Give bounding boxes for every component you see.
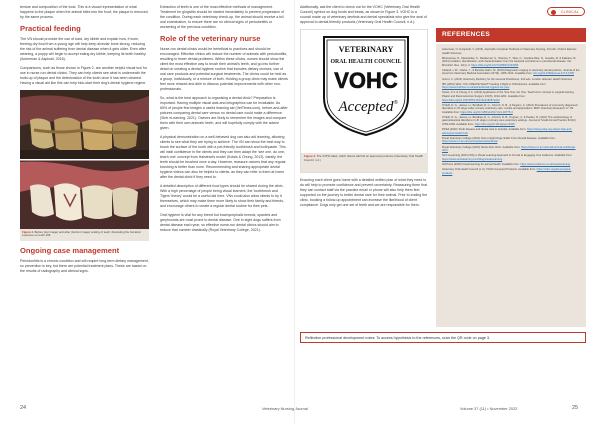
- reference-item: [442, 168, 580, 175]
- vohc-logo-line1: VETERINARY: [338, 45, 394, 54]
- reference-link[interactable]: https://doi.org/10.1111/jsap.13405: [474, 123, 515, 126]
- figure-3: [300, 29, 428, 173]
- reference-link[interactable]: https://www.thebhss.co.uk/article/dental-hygiene-for-pets: [442, 86, 510, 90]
- role-heading: Role of the veterinary nurse: [160, 34, 261, 43]
- reference-item: [442, 146, 580, 153]
- references-panel: [436, 44, 586, 327]
- reference-item: [442, 128, 580, 135]
- col3-paragraph-1: Additionally, ask the client to check out for the VOHC (Veterinary Oral Health Council) symbol on dog foods and treats, as shown in Figure 3. VOHC is a council made up of veterinary dentists and dental specialists who give the seal of approval to dental-friendly products (Veterinary Oral Health Council, n.d.).: [300, 5, 427, 24]
- reference-item: [442, 154, 580, 161]
- reference-link[interactable]: doi.org/10.2460/javma.247.9.1005: [533, 72, 575, 76]
- column-2: [160, 5, 288, 237]
- col2-paragraph-6: Oral hygiene is vital for any breed but brachycephalic breeds, spaniels and greyhounds are most prone to dental disease. One in eight dogs suffers from dental disease each year, so effective nurse-run dental clinics should aim to reduce that number drastically (Royal Veterinary College, 2021).: [160, 213, 281, 232]
- practical-paragraph-1: The VN should promote the use of hard, dry kibble and explain how, if worn, feeding dry food from a young age will help keep alveolar bone strong, reducing the risk of the animal suffering from dental disease when it gets older. Even after weaning, a puppy will begin to accept eating dry kibble, keeping its teeth healthy (Ackerman & Aspinall, 2016).: [20, 37, 146, 61]
- reference-link[interactable]: https://www.sinhelearning.com/blog/visual-learning: [442, 157, 503, 161]
- teeth-photo-illustration: [20, 90, 149, 241]
- ongoing-heading: Ongoing case management: [20, 246, 120, 255]
- reference-item: [442, 104, 580, 115]
- reference-item: [442, 137, 580, 144]
- reference-text: Sinh eLearning (2021) Why a Visual Learning Approach is Crucial to Engaging Your Audience. Available from:: [442, 154, 573, 158]
- reference-link[interactable]: https://www.rvc.ac.uk/small-animal-vet/dental-clinic: [442, 145, 576, 153]
- figure-3-caption: [301, 153, 428, 172]
- right-page-number: 25: [572, 405, 578, 411]
- col3-paragraph-2: Ensuring each client goes home with a detailed written plan of what they need to do will help to promote confidence and prevent uncertainty. Reassuring them that they can contact staff via the practice email or phone will also help them feel supported on the journey to better dental care for their animal. Prior to ending the clinic, booking a follow-up appointment can increase the likelihood of client compliance. Dogs only get one set of teeth and we are responsible for them.: [300, 178, 428, 207]
- reference-text: Gorrel, C. (2013) Veterinary Dentistry for the General Practitioner, 2nd edn. London: Elsevier Health Sciences: [442, 77, 573, 81]
- page-gutter: [294, 0, 295, 424]
- practical-feeding-heading: Practical feeding: [20, 24, 81, 33]
- practical-paragraph-2: Comparisons, such as those shown in Figure 2, are another helpful visual tool for use in nurse-run dental clinics. They can help clients see what is underneath the build-up of plaque and the deterioration of the tooth once it has been cleaned. Having a visual aid like this can help kick-start their dog's dental hygiene regime.: [20, 66, 148, 85]
- reference-text: Royal Veterinary College (2021) Nurse-Run Clinic. Available from:: [442, 145, 521, 149]
- reference-item: [442, 83, 580, 90]
- left-page-number: 24: [20, 405, 26, 411]
- vohc-logo-line2: ORAL HEALTH COUNCIL: [330, 59, 402, 65]
- reference-item: [442, 116, 580, 127]
- reference-link[interactable]: https://doi.org/10.1097/PRS.0b013e318287a0b3: [442, 98, 500, 102]
- reference-item: [442, 69, 580, 76]
- intro-paragraph: texture and composition of the food. This is a visual representation of what happens to the plaque when the animal bites into the food; the plaque is removed by the same process.: [20, 5, 148, 19]
- reference-text: Cleland, L.W., Clarke, Y., & Bereiter-Hahn, M. (2016) Diagnostic imaging in veterinary dental practice. Journal of the American Veterinary Medical Association 247(9), 1005-1014. Available from:: [442, 68, 580, 76]
- reference-text: Royal Veterinary College (2021) One in Eight Dogs Suffer From Dental Disease. Available from:: [442, 136, 556, 140]
- reference-link[interactable]: https://vohc.org/all-accepted-products: [442, 168, 572, 175]
- figure-3-label: Figure 3.: [304, 154, 316, 158]
- reference-text: IBV (2016) WILL YOU CREATE WHAT? Getting It Right in Orthodontics. Available from:: [442, 82, 547, 86]
- reference-item: [442, 78, 580, 82]
- reference-item: [442, 91, 580, 102]
- figure-2-caption: [20, 229, 149, 241]
- section-tag: [547, 7, 585, 16]
- reference-item: [442, 163, 580, 167]
- reference-item: [442, 48, 580, 55]
- reference-text: Kotsis, S.V. & Chung, K.C. (2013) Application of the 'See One, Do One, Teach One' concept in surgical training. Plastic and Reconstructive Surgery 131(5), 1194-1201. Available from:: [442, 91, 575, 98]
- reference-link[interactable]: https://www.rvc.ac.uk/vetcompass/news/dental: [442, 140, 498, 144]
- col2-paragraph-3: So, what is the best approach to organising a dental clinic? Preparation is important. Having multiple visual aids and infographics can be invaluable. As 65% of people find images a useful learning aid (VetTimes.com), before-and-after pictures comparing dental care versus no dental care could make a difference (Sinh eLearning, 2021). Owners are likely to remember the images and compare them with their own animals' teeth, and will hopefully comply with the advice given.: [160, 96, 288, 130]
- reference-link[interactable]: https://doi.org/10.1186/s12917-021-02775-3: [460, 110, 513, 114]
- vohc-logo-acronym: VOHC: [334, 68, 398, 93]
- col2-paragraph-1: Extraction of teeth is one of the most effective methods of management. Treatment for gingivitis should be started immediately to prevent progression of the condition. During each veterinary check-up, the animal should receive a full oral examination, to ensure there are no clinical signs of periodontitis or worsening of the previous condition.: [160, 5, 285, 29]
- vohc-logo: [323, 36, 409, 136]
- reference-link[interactable]: https://www.vettimes.co.uk/visual-learning: [520, 162, 571, 166]
- reference-text: Ackerman, N. & Aspinall, V. (2016). Aspinall's Complete Textbook of Veterinary Nursing, 3rd edn. Oxford: Elsevier Health Sciences: [442, 48, 577, 55]
- section-dot-icon: [551, 10, 556, 15]
- column-3: [300, 5, 428, 212]
- col2-paragraph-5: A detailed description of different food types should be shared during the clinic. With a high percentage of people being visual learners, the 'toothbrush and Tigers' theory' would be a useful aid here. VNs could also allow clients to try it themselves, which may make them more likely to show their family and friends, and encourage others to create a regular dental routine for their pets.: [160, 184, 284, 208]
- col2-paragraph-4: A physical demonstration on a well-behaved dog can also aid learning, allowing clients to see what they are trying to achieve. The VN can show the best way to brush the surface of the tooth with a pet-friendly toothbrush and toothpaste. This will instil confidence in the clients and they can then adapt the 'see one, do one, teach one' concept from Halstead's model (Kotsis & Chung, 2013). Ideally, the teeth should be brushed once a day. However, reassure owners that any regular brushing is better than none. Recommending and sharing appropriate dental hygiene videos can also be helpful to clients, as they can refer to them at home after the dental clinic if they need to.: [160, 135, 286, 179]
- ongoing-paragraph: Periodontitis is a chronic condition and will require long-term dietary management, so prevention is key, but there are potential treatment plans. These are based on the results of radiography and clinical signs.: [20, 259, 149, 273]
- reference-text: Bhanupriya, D., Maneshkar, S., Ravikumar, S., Sharma, T., Dias, C., Guedes-Reis, N., Guedes, R. & Fakkara, M. (2021) Isolation, identification, and characterisation from the bacterial microbiome in periodontal disease. Vet. Microbiol. Res. 12(1), 3.: [442, 56, 577, 67]
- vohc-logo-word: Accepted: [338, 99, 394, 115]
- figure-2-photo: [20, 90, 149, 241]
- reference-text: O'Neill, D. G., James, H., Brodbelt, D. C., Church, D. B., Pegram, C. & Packer, R. (2021) The epidemiology of gastrointestinal disorders in UK dogs in primary-care veterinary settings. Journal of Small Animal Practice 62(12), 1059-1069. Available from:: [442, 115, 577, 126]
- reference-link[interactable]: https://doi.org/10.2147/VMRR.S324356: [471, 63, 519, 67]
- reference-text: O'Neill, D. G., James, H., Brodbelt, D. C., Church, D. B., & Pegram, C. (2021) Prevalence of commonly diagnosed disorders in UK dogs under primary veterinary care: results and applications. BMC Veterinary Research 17, 69. Available from:: [442, 103, 578, 114]
- section-tag-label: CLINICAL: [560, 10, 579, 14]
- figure-3-caption-text: The VOHC label, which clients will find on approved products (Veterinary Oral Health Council, n.d.): [304, 154, 424, 162]
- cpd-notes-box: Reflective professional development notes: To access hypothesis to the references, scan the QR code on page 3.: [300, 332, 586, 343]
- reference-text: VetTimes (2020) Visual learning for animal health. Available from:: [442, 162, 520, 166]
- figure-2-label: Figure 2.: [22, 229, 34, 234]
- vohc-logo-mark: ®: [394, 100, 398, 106]
- right-issue-meta: Volume 37 (11) • November 2022: [460, 406, 518, 411]
- references-title: REFERENCES: [436, 28, 586, 42]
- reference-link[interactable]: https://www.pdsa.org.uk/pet-help-and-advice/pet-health-hub: [442, 128, 573, 135]
- left-journal-name: Veterinary Nursing Journal: [262, 406, 308, 411]
- reference-text: PDSA (2020) Tooth disease and dental care in animals. Available from:: [442, 128, 527, 132]
- figure-2-caption-text: Before (top image) and after (bottom image) scaling of teeth, illustrating the furcation exposure on tooth 108: [22, 229, 141, 237]
- col2-paragraph-2: Nurse-run dental clinics would be beneficial to practices and should be encouraged. Effective clinics will reduce the number of animals with periodontitis, resulting in fewer dental problems. Within these clinics, nurses should show the client the most effective way to brush their animal's teeth, and go into further detail on creating a dental hygiene routine that includes dietary choices, use of oral care products and potential surgical treatments. The clinics could be held as a group, individually, or a mixture of both. Holding a group clinic may make clients feel more relaxed and able to discuss potential improvements with other non-professionals.: [160, 47, 288, 91]
- reference-item: [442, 57, 580, 68]
- column-1: [20, 5, 149, 278]
- reference-text: Veterinary Oral Health Council (n.d.) VOHC Accepted Products. Available from:: [442, 168, 536, 172]
